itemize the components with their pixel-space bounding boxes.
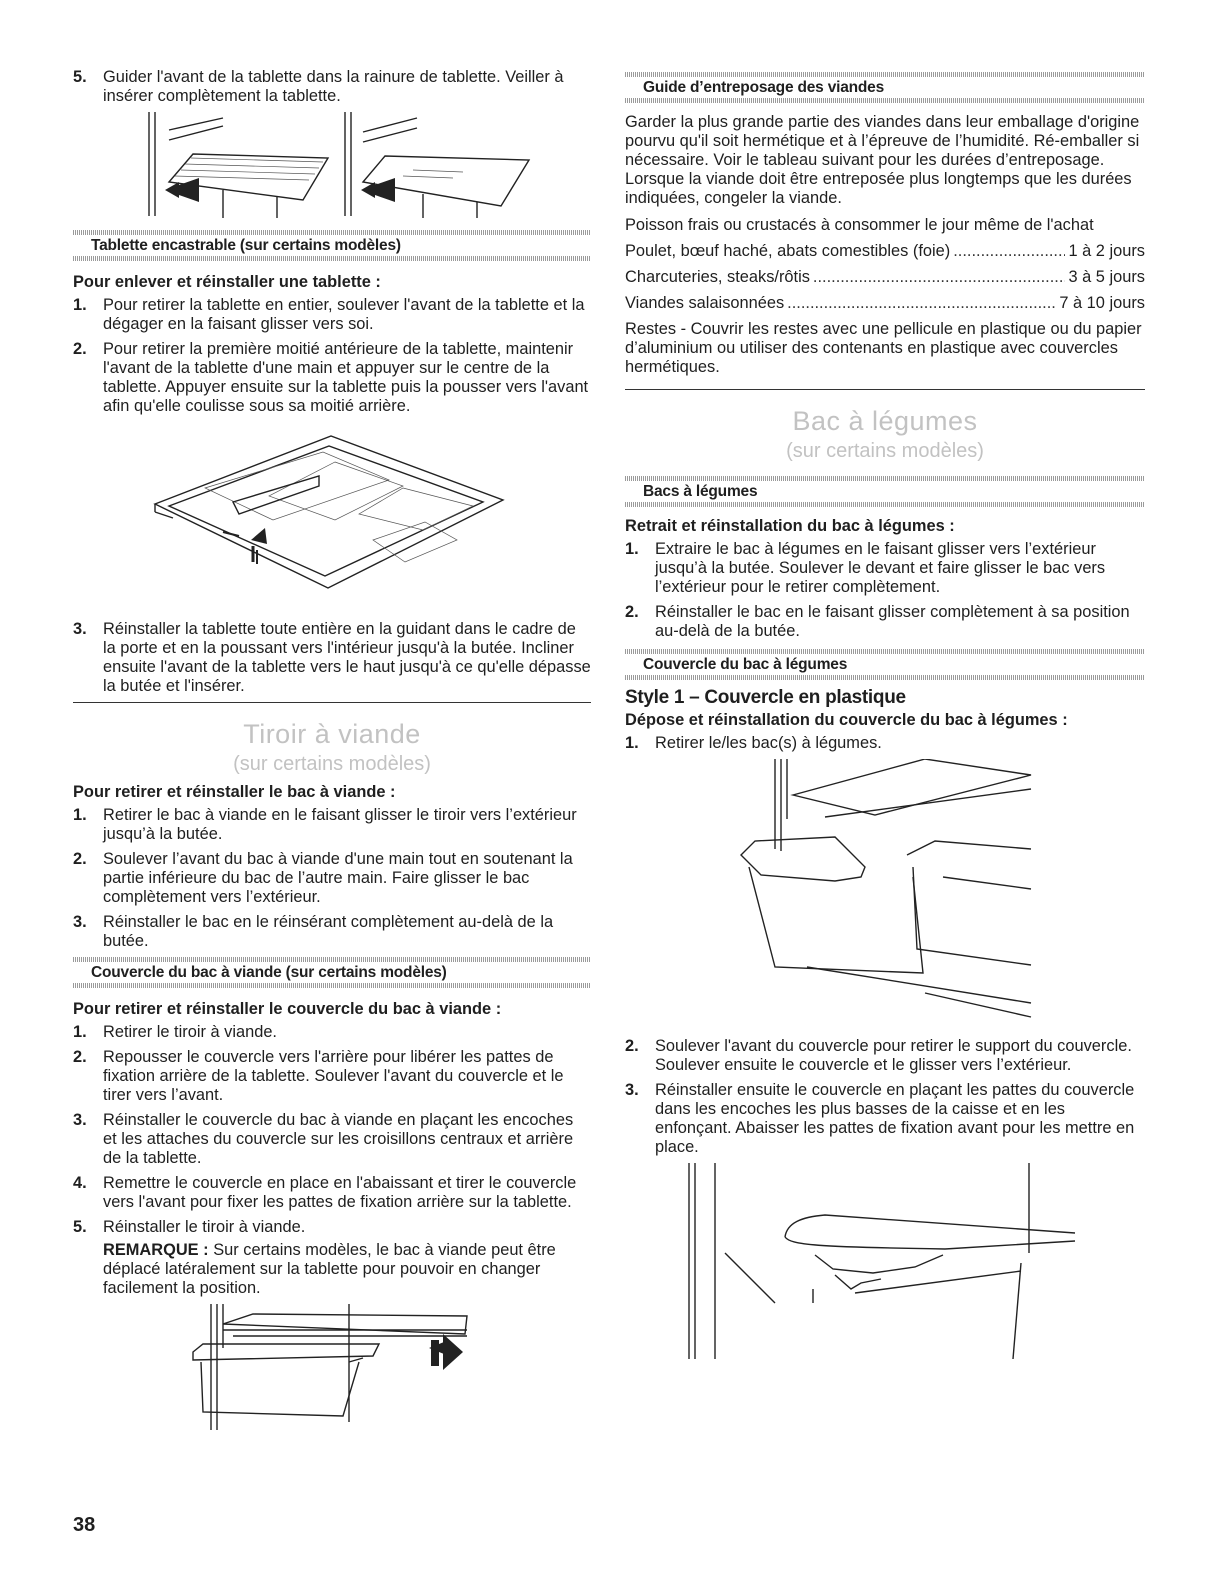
list-item: [625, 603, 1145, 641]
meat-drawer-subtitle: (sur certains modèles): [233, 753, 431, 775]
step-text: Retirer le bac à viande en le faisant glisser le tiroir vers l’extérieur jusqu’à la butée.: [103, 806, 577, 843]
section-banner-storage: Guide d’entreposage des viandes: [625, 72, 1145, 103]
meat-steps: [73, 806, 591, 951]
list-item: [73, 68, 591, 106]
step-number: 5.: [73, 1218, 87, 1236]
step-text: Réinstaller la tablette toute entière en la guidant dans le cadre de la porte et en la poussant vers l'intérieur jusqu'à la butée. Incliner ensuite l'avant de la tablette vers le haut jusqu'à ce qu'elle dépasse la butée et l'insérer.: [103, 620, 591, 695]
list-item: [73, 340, 591, 416]
list-item: [73, 850, 591, 907]
glass-shelf-drawing: [345, 112, 529, 218]
list-item: [73, 620, 591, 696]
wire-shelf-drawing: [149, 112, 328, 218]
section-banner-shelf: Tablette encastrable (sur certains modèles): [73, 230, 591, 261]
step-number: 2.: [73, 340, 87, 358]
step-number: 2.: [73, 1048, 87, 1066]
step-number: 1.: [73, 1023, 87, 1041]
row-leader: [787, 294, 1056, 313]
step-number: 1.: [73, 806, 87, 824]
page-number: 38: [73, 1514, 96, 1536]
step-number: 3.: [73, 620, 87, 638]
list-item: [73, 1174, 591, 1212]
list-item: [625, 1037, 1145, 1075]
step-text: Pour retirer la première moitié antérieure de la tablette, maintenir l'avant de la tablette d'une main et appuyer sur le centre de la tablette. Appuyer ensuite sur la tablette puis la pousser vers l'avant afin qu'elle coulisse sous sa moitié arrière.: [103, 340, 589, 415]
step-text: Réinstaller le bac en le faisant glisser complètement à sa position au-delà de la butée.: [655, 603, 1130, 640]
step-text: Réinstaller le tiroir à viande.: [103, 1218, 306, 1236]
step-text: Extraire le bac à légumes en le faisant glisser vers l’extérieur jusqu’à la butée. Soulever le devant et faire glisser le bac vers l’extérieur pour le retirer complètement.: [655, 540, 1106, 596]
storage-table: [625, 242, 1145, 313]
row-label: Viandes salaisonnées: [625, 294, 785, 312]
shelf-steps-continued: [73, 620, 591, 696]
remark-label: REMARQUE :: [103, 1241, 209, 1259]
crisper-heading: Retrait et réinstallation du bac à légumes :: [625, 517, 955, 535]
list-item: [73, 1218, 591, 1237]
list-item: [73, 913, 591, 951]
step-number: 3.: [625, 1081, 639, 1099]
row-leader: [953, 242, 1065, 261]
fish-line: Poisson frais ou crustacés à consommer le jour même de l'achat: [625, 216, 1094, 234]
step-number: 5.: [73, 68, 87, 86]
right-column: [625, 0, 1145, 1363]
remark: [73, 1241, 591, 1298]
list-item: [625, 1081, 1145, 1157]
row-leader: [813, 268, 1066, 287]
crisper-subtitle: (sur certains modèles): [786, 440, 984, 462]
row-label: Poulet, bœuf haché, abats comestibles (foie): [625, 242, 951, 260]
section-banner-crisper: Bacs à légumes: [625, 476, 1145, 507]
step-text: Retirer le tiroir à viande.: [103, 1023, 277, 1041]
step-number: 2.: [625, 603, 639, 621]
section-banner-crisper-cover: Couvercle du bac à légumes: [625, 649, 1145, 680]
step-text: Remettre le couvercle en place en l'abaissant et tirer le couvercle vers l'avant pour fixer les pattes de fixation arrière sur la tablette.: [103, 1174, 577, 1211]
row-label: Charcuteries, steaks/rôtis: [625, 268, 810, 286]
crisper-title: Bac à légumes: [792, 406, 978, 436]
crisper-cover-steps-continued: [625, 1037, 1145, 1157]
section-divider: [625, 389, 1145, 390]
storage-intro: Garder la plus grande partie des viandes dans leur emballage d'origine pourvu qu'il soit hermétique et à l’épreuve de l’humidité. Ré-emballer si nécessaire. Voir le tableau suivant pour les durées d’entreposage. Lorsque la viande doit être entreposée plus longtemps que les durées indiquées, congeler la viande.: [625, 113, 1140, 207]
step-number: 4.: [73, 1174, 87, 1192]
list-item: [73, 296, 591, 334]
step-text: Retirer le/les bac(s) à légumes.: [655, 734, 882, 752]
meat-heading: Pour retirer et réinstaller le bac à viande :: [73, 783, 396, 801]
step-text: Pour retirer la tablette en entier, soulever l'avant de la tablette et la dégager en la faisant glisser vers soi.: [103, 296, 585, 333]
meat-cover-steps: [73, 1023, 591, 1237]
step-number: 1.: [73, 296, 87, 314]
step-number: 3.: [73, 1111, 87, 1129]
meat-drawer-title: Tiroir à viande: [243, 719, 421, 749]
remark-text: Sur certains modèles, le bac à viande peut être déplacé latéralement sur la tablette pour pouvoir en changer facilement la position.: [103, 1241, 556, 1297]
row-value: 1 à 2 jours: [1068, 242, 1145, 260]
crisper-bins-illustration: [625, 759, 1145, 1029]
table-row: [625, 242, 1145, 261]
section-divider: [73, 702, 591, 703]
split-shelf-illustration: [73, 422, 591, 612]
meat-cover-heading: Pour retirer et réinstaller le couvercle du bac à viande :: [73, 1000, 502, 1018]
crisper-cover-illustration: [625, 1163, 1145, 1363]
list-item: [73, 1111, 591, 1168]
step-text: Soulever l’avant du bac à viande d'une main tout en soutenant la partie inférieure du bac de l’autre main. Faire glisser le bac complètement vers l’extérieur.: [103, 850, 573, 906]
shelf-steps: [73, 296, 591, 416]
table-row: [625, 268, 1145, 287]
leftovers-note: Restes - Couvrir les restes avec une pellicule en plastique ou du papier d’aluminium ou utiliser des contenants en plastique avec couvercles hermétiques.: [625, 320, 1142, 376]
crisper-cover-heading: Dépose et réinstallation du couvercle du bac à légumes :: [625, 711, 1068, 729]
section-banner-meat-cover: Couvercle du bac à viande (sur certains modèles): [73, 957, 591, 988]
crisper-cover-steps: [625, 734, 1145, 753]
style-1-title: Style 1 – Couvercle en plastique: [625, 687, 906, 708]
step-text: Réinstaller ensuite le couvercle en plaçant les pattes du couvercle dans les encoches les plus basses de la caisse et en les enfonçant. Abaisser les pattes de fixation avant pour les mettre en place.: [655, 1081, 1135, 1156]
step-number: 2.: [625, 1037, 639, 1055]
crisper-steps: [625, 540, 1145, 641]
step-text: Repousser le couvercle vers l'arrière pour libérer les pattes de fixation arrière de la tablette. Soulever l'avant du couvercle et le tirer vers l’avant.: [103, 1048, 564, 1104]
list-item: [625, 734, 1145, 753]
shelf-insert-step: [73, 68, 591, 106]
list-item: [73, 1023, 591, 1042]
list-item: [73, 1048, 591, 1105]
list-item: [73, 806, 591, 844]
step-number: 3.: [73, 913, 87, 931]
table-row: [625, 294, 1145, 313]
list-item: [625, 540, 1145, 597]
step-text: Soulever l'avant du couvercle pour retirer le support du couvercle. Soulever ensuite le couvercle et le glisser vers l’extérieur.: [655, 1037, 1132, 1074]
meat-drawer-illustration: [73, 1304, 591, 1434]
step-number: 2.: [73, 850, 87, 868]
step-text: Réinstaller le couvercle du bac à viande en plaçant les encoches et les attaches du couvercle sur les croisillons centraux et arrière de la tablette.: [103, 1111, 574, 1167]
step-number: 1.: [625, 734, 639, 752]
step-text: Guider l'avant de la tablette dans la rainure de tablette. Veiller à insérer complètement la tablette.: [103, 68, 564, 105]
shelf-heading: Pour enlever et réinstaller une tablette :: [73, 273, 381, 291]
step-text: Réinstaller le bac en le réinsérant complètement au-delà de la butée.: [103, 913, 554, 950]
row-value: 3 à 5 jours: [1068, 268, 1145, 286]
left-column: [73, 0, 591, 1434]
shelf-insert-illustration: [73, 112, 591, 222]
step-number: 1.: [625, 540, 639, 558]
row-value: 7 à 10 jours: [1059, 294, 1145, 312]
